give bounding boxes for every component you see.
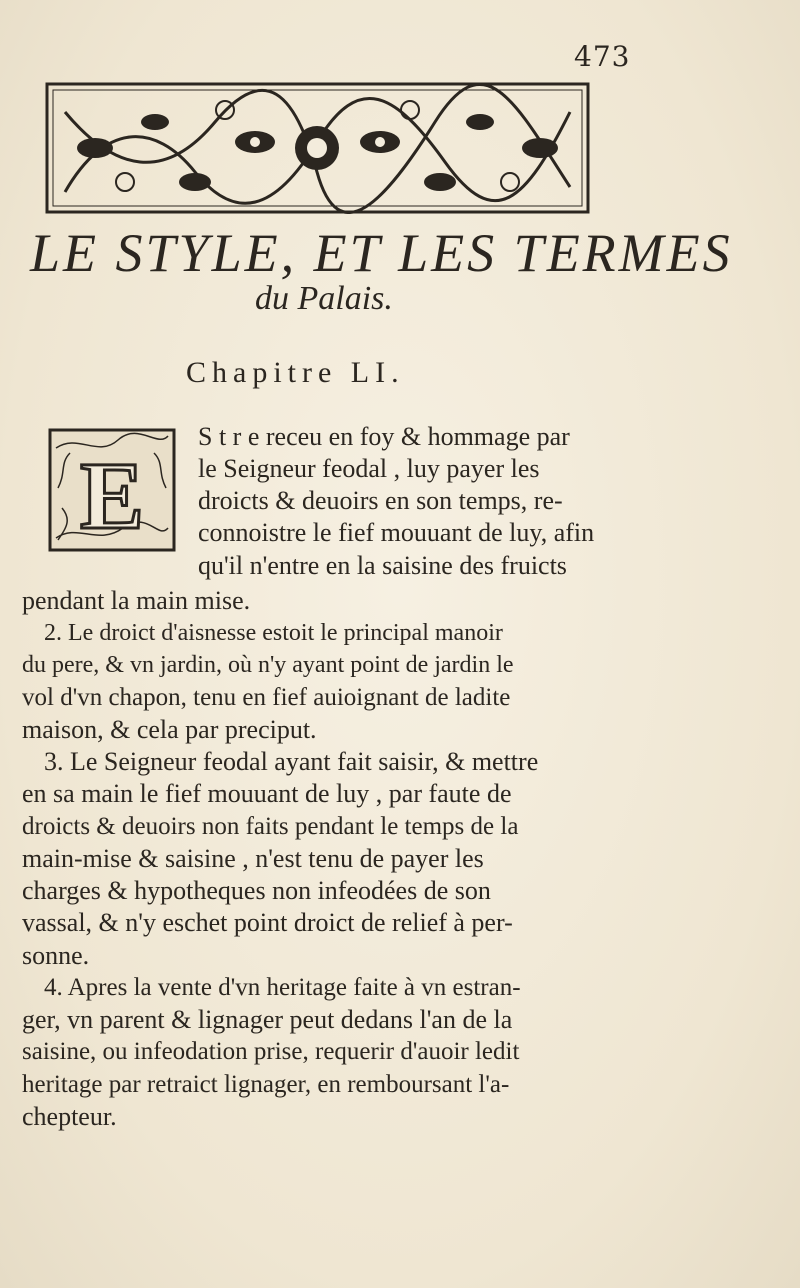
text-line: maison, & cela par preciput. — [22, 715, 317, 744]
page-title: LE STYLE, ET LES TERMES — [30, 223, 733, 283]
text-line: sonne. — [22, 941, 90, 970]
text-line: vol d'vn chapon, tenu en fief auioignant de ladite — [22, 684, 511, 711]
text-line: ger, vn parent & lignager peut dedans l'an de la — [22, 1005, 513, 1034]
text-line: main-mise & saisine , n'est tenu de payer les — [22, 844, 484, 873]
text-line: 3. Le Seigneur feodal ayant fait saisir, & mettre — [44, 747, 539, 776]
page-number: 473 — [574, 40, 631, 73]
text-line: du pere, & vn jardin, où n'y ayant point de jardin le — [22, 652, 514, 678]
text-line: vassal, & n'y eschet point droict de relief à per- — [22, 908, 513, 937]
floral-headpiece-ornament — [45, 82, 590, 214]
text-line: en sa main le fief mouuant de luy , par faute de — [22, 779, 512, 808]
chapter-heading: Chapitre LI. — [186, 356, 405, 389]
text-line: le Seigneur feodal , luy payer les — [198, 454, 540, 483]
text-line: charges & hypotheques non infeodées de son — [22, 876, 491, 905]
text-line: droicts & deuoirs non faits pendant le temps de la — [22, 813, 519, 840]
text-line: saisine, ou infeodation prise, requerir d'auoir ledit — [22, 1038, 520, 1065]
text-line: chepteur. — [22, 1102, 117, 1131]
decorated-initial-e — [48, 428, 176, 552]
text-line: heritage par retraict lignager, en remboursant l'a- — [22, 1071, 510, 1098]
text-line: S t r e receu en foy & hommage par — [198, 422, 570, 451]
text-line: 2. Le droict d'aisnesse estoit le principal manoir — [44, 620, 503, 646]
dropcap-letter: E — [79, 442, 145, 549]
text-line: qu'il n'entre en la saisine des fruicts — [198, 551, 567, 580]
text-line: connoistre le fief mouuant de luy, afin — [198, 518, 595, 547]
page-subtitle: du Palais. — [255, 280, 393, 317]
text-line: pendant la main mise. — [22, 586, 251, 615]
text-line: droicts & deuoirs en son temps, re- — [198, 486, 563, 515]
text-line: 4. Apres la vente d'vn heritage faite à vn estran- — [44, 974, 521, 1001]
